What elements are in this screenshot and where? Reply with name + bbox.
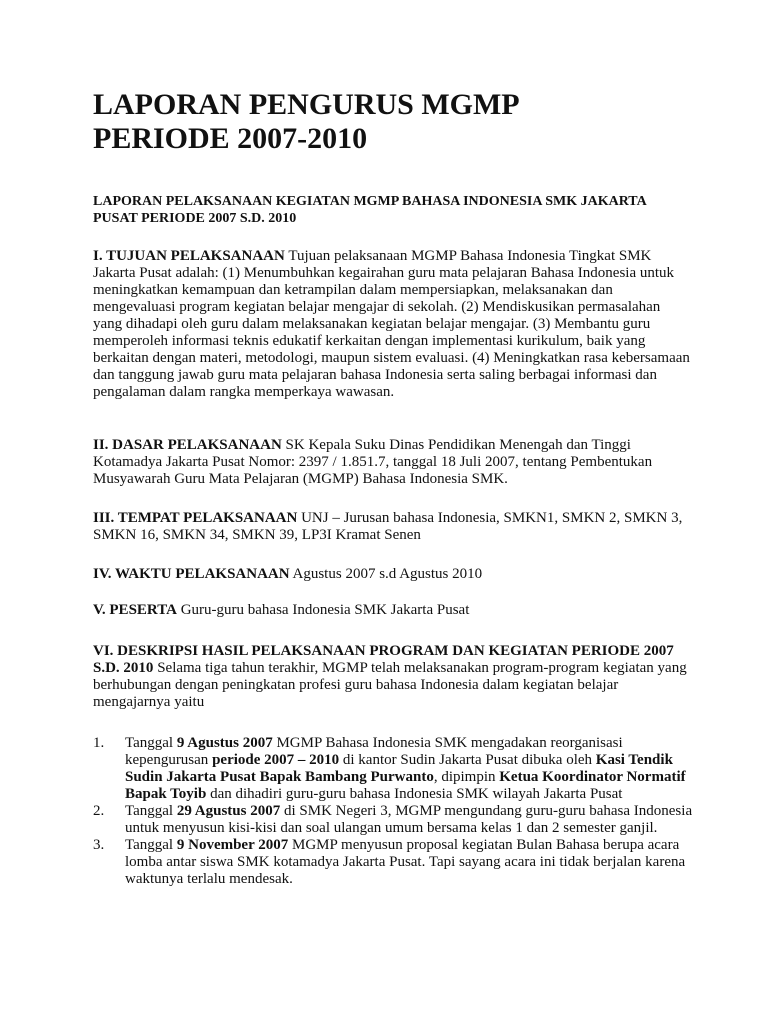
list-item-text: MGMP Bahasa Indonesia SMK mengadakan reorganisasi kepengurusan xyxy=(125,735,623,768)
list-item-number: 1. xyxy=(93,735,105,751)
list-item-emphasis: 9 Agustus 2007 xyxy=(176,735,273,751)
section-heading: III. TEMPAT PELAKSANAAN xyxy=(93,510,298,526)
list-item-text: dan dihadiri guru-guru bahasa Indonesia SMK wilayah Jakarta Pusat xyxy=(206,786,623,802)
section-text: UNJ – Jurusan bahasa Indonesia, SMKN1, SMKN 2, SMKN 3, SMKN 16, SMKN 34, SMKN 39, LP3I Kramat Senen xyxy=(93,510,683,543)
list-item-text: Tanggal xyxy=(125,803,177,819)
section-heading: IV. WAKTU PELAKSANAAN xyxy=(93,566,290,582)
list-item-text: MGMP menyusun proposal kegiatan Bulan Bahasa berupa acara lomba antar siswa SMK kotamadya Jakarta Pusat. Tapi sayang acara ini tidak berjalan karena waktunya terlalu mendesak. xyxy=(125,837,686,887)
section-heading: V. PESERTA xyxy=(93,602,177,618)
list-item-text: Tanggal xyxy=(125,837,177,853)
list-item-text: Tanggal xyxy=(125,735,177,751)
list-item-emphasis: periode 2007 – 2010 xyxy=(212,752,340,768)
list-item-emphasis: 9 November 2007 xyxy=(176,837,289,853)
section-dasar xyxy=(93,437,693,488)
section-text: Agustus 2007 s.d Agustus 2010 xyxy=(292,566,483,582)
activity-list xyxy=(93,735,693,888)
list-item xyxy=(93,803,693,837)
section-waktu xyxy=(93,566,693,583)
list-item-text: di kantor Sudin Jakarta Pusat dibuka oleh xyxy=(339,752,596,768)
section-text: Selama tiga tahun terakhir, MGMP telah melaksanakan program-program kegiatan yang berhubungan dengan peningkatan profesi guru bahasa Indonesia dalam kegiatan belajar mengajarnya yaitu xyxy=(93,660,687,710)
section-tempat xyxy=(93,510,693,544)
list-item-number: 3. xyxy=(93,837,105,853)
report-subtitle: LAPORAN PELAKSANAAN KEGIATAN MGMP BAHASA INDONESIA SMK JAKARTA PUSAT PERIODE 2007 S.D. 2010 xyxy=(93,194,646,226)
section-text: Tujuan pelaksanaan MGMP Bahasa Indonesia Tingkat SMK Jakarta Pusat adalah: (1) Menumbuhkan kegairahan guru mata pelajaran Bahasa Indonesia untuk meningkatkan kemampuan dan ketrampilan dalam mempersiapkan, melaksanakan dan mengevaluasi program kegiatan belajar mengajar di sekolah. (2) Mendiskusikan permasalahan yang dihadapi oleh guru dalam melaksanakan kegiatan belajar mengajar. (3) Membantu guru memperoleh informasi teknis edukatif kerkaitan dengan implementasi kurikulum, baik yang berkaitan dengan materi, metodologi, maupun sistem evaluasi. (4) Meningkatkan rasa kebersamaan dan tanggung jawab guru mata pelajaran bahasa Indonesia serta saling berbagai informasi dan pengalaman dalam rangka memperkaya wawasan. xyxy=(93,248,690,400)
list-item xyxy=(93,837,693,888)
section-tujuan xyxy=(93,248,693,401)
list-item-emphasis: Ketua Koordinator Normatif Bapak Toyib xyxy=(125,769,686,802)
section-deskripsi xyxy=(93,643,693,711)
page-title xyxy=(93,88,713,156)
section-text: Guru-guru bahasa Indonesia SMK Jakarta Pusat xyxy=(180,602,470,618)
title-line-1: LAPORAN PENGURUS MGMP xyxy=(93,88,520,121)
list-item xyxy=(93,735,693,803)
section-heading: VI. DESKRIPSI HASIL PELAKSANAAN PROGRAM DAN KEGIATAN PERIODE 2007 S.D. 2010 xyxy=(93,643,674,676)
section-heading: I. TUJUAN PELAKSANAAN xyxy=(93,248,285,264)
list-item-text: di SMK Negeri 3, MGMP mengundang guru-guru bahasa Indonesia untuk menyusun kisi-kisi dan soal ulangan umum bersama kelas 1 dan 2 semester ganjil. xyxy=(125,803,693,836)
section-text: SK Kepala Suku Dinas Pendidikan Menengah dan Tinggi Kotamadya Jakarta Pusat Nomor: 2397 / 1.851.7, tanggal 18 Juli 2007, tentang Pembentukan Musyawarah Guru Mata Pelajaran (MGMP) Bahasa Indonesia SMK. xyxy=(93,437,653,487)
section-heading: II. DASAR PELAKSANAAN xyxy=(93,437,282,453)
list-item-text: , dipimpin xyxy=(433,769,500,785)
section-peserta xyxy=(93,602,693,619)
list-item-number: 2. xyxy=(93,803,105,819)
list-item-emphasis: Kasi Tendik Sudin Jakarta Pusat Bapak Bambang Purwanto xyxy=(125,752,673,785)
title-line-2: PERIODE 2007-2010 xyxy=(93,122,368,155)
list-item-emphasis: 29 Agustus 2007 xyxy=(176,803,281,819)
